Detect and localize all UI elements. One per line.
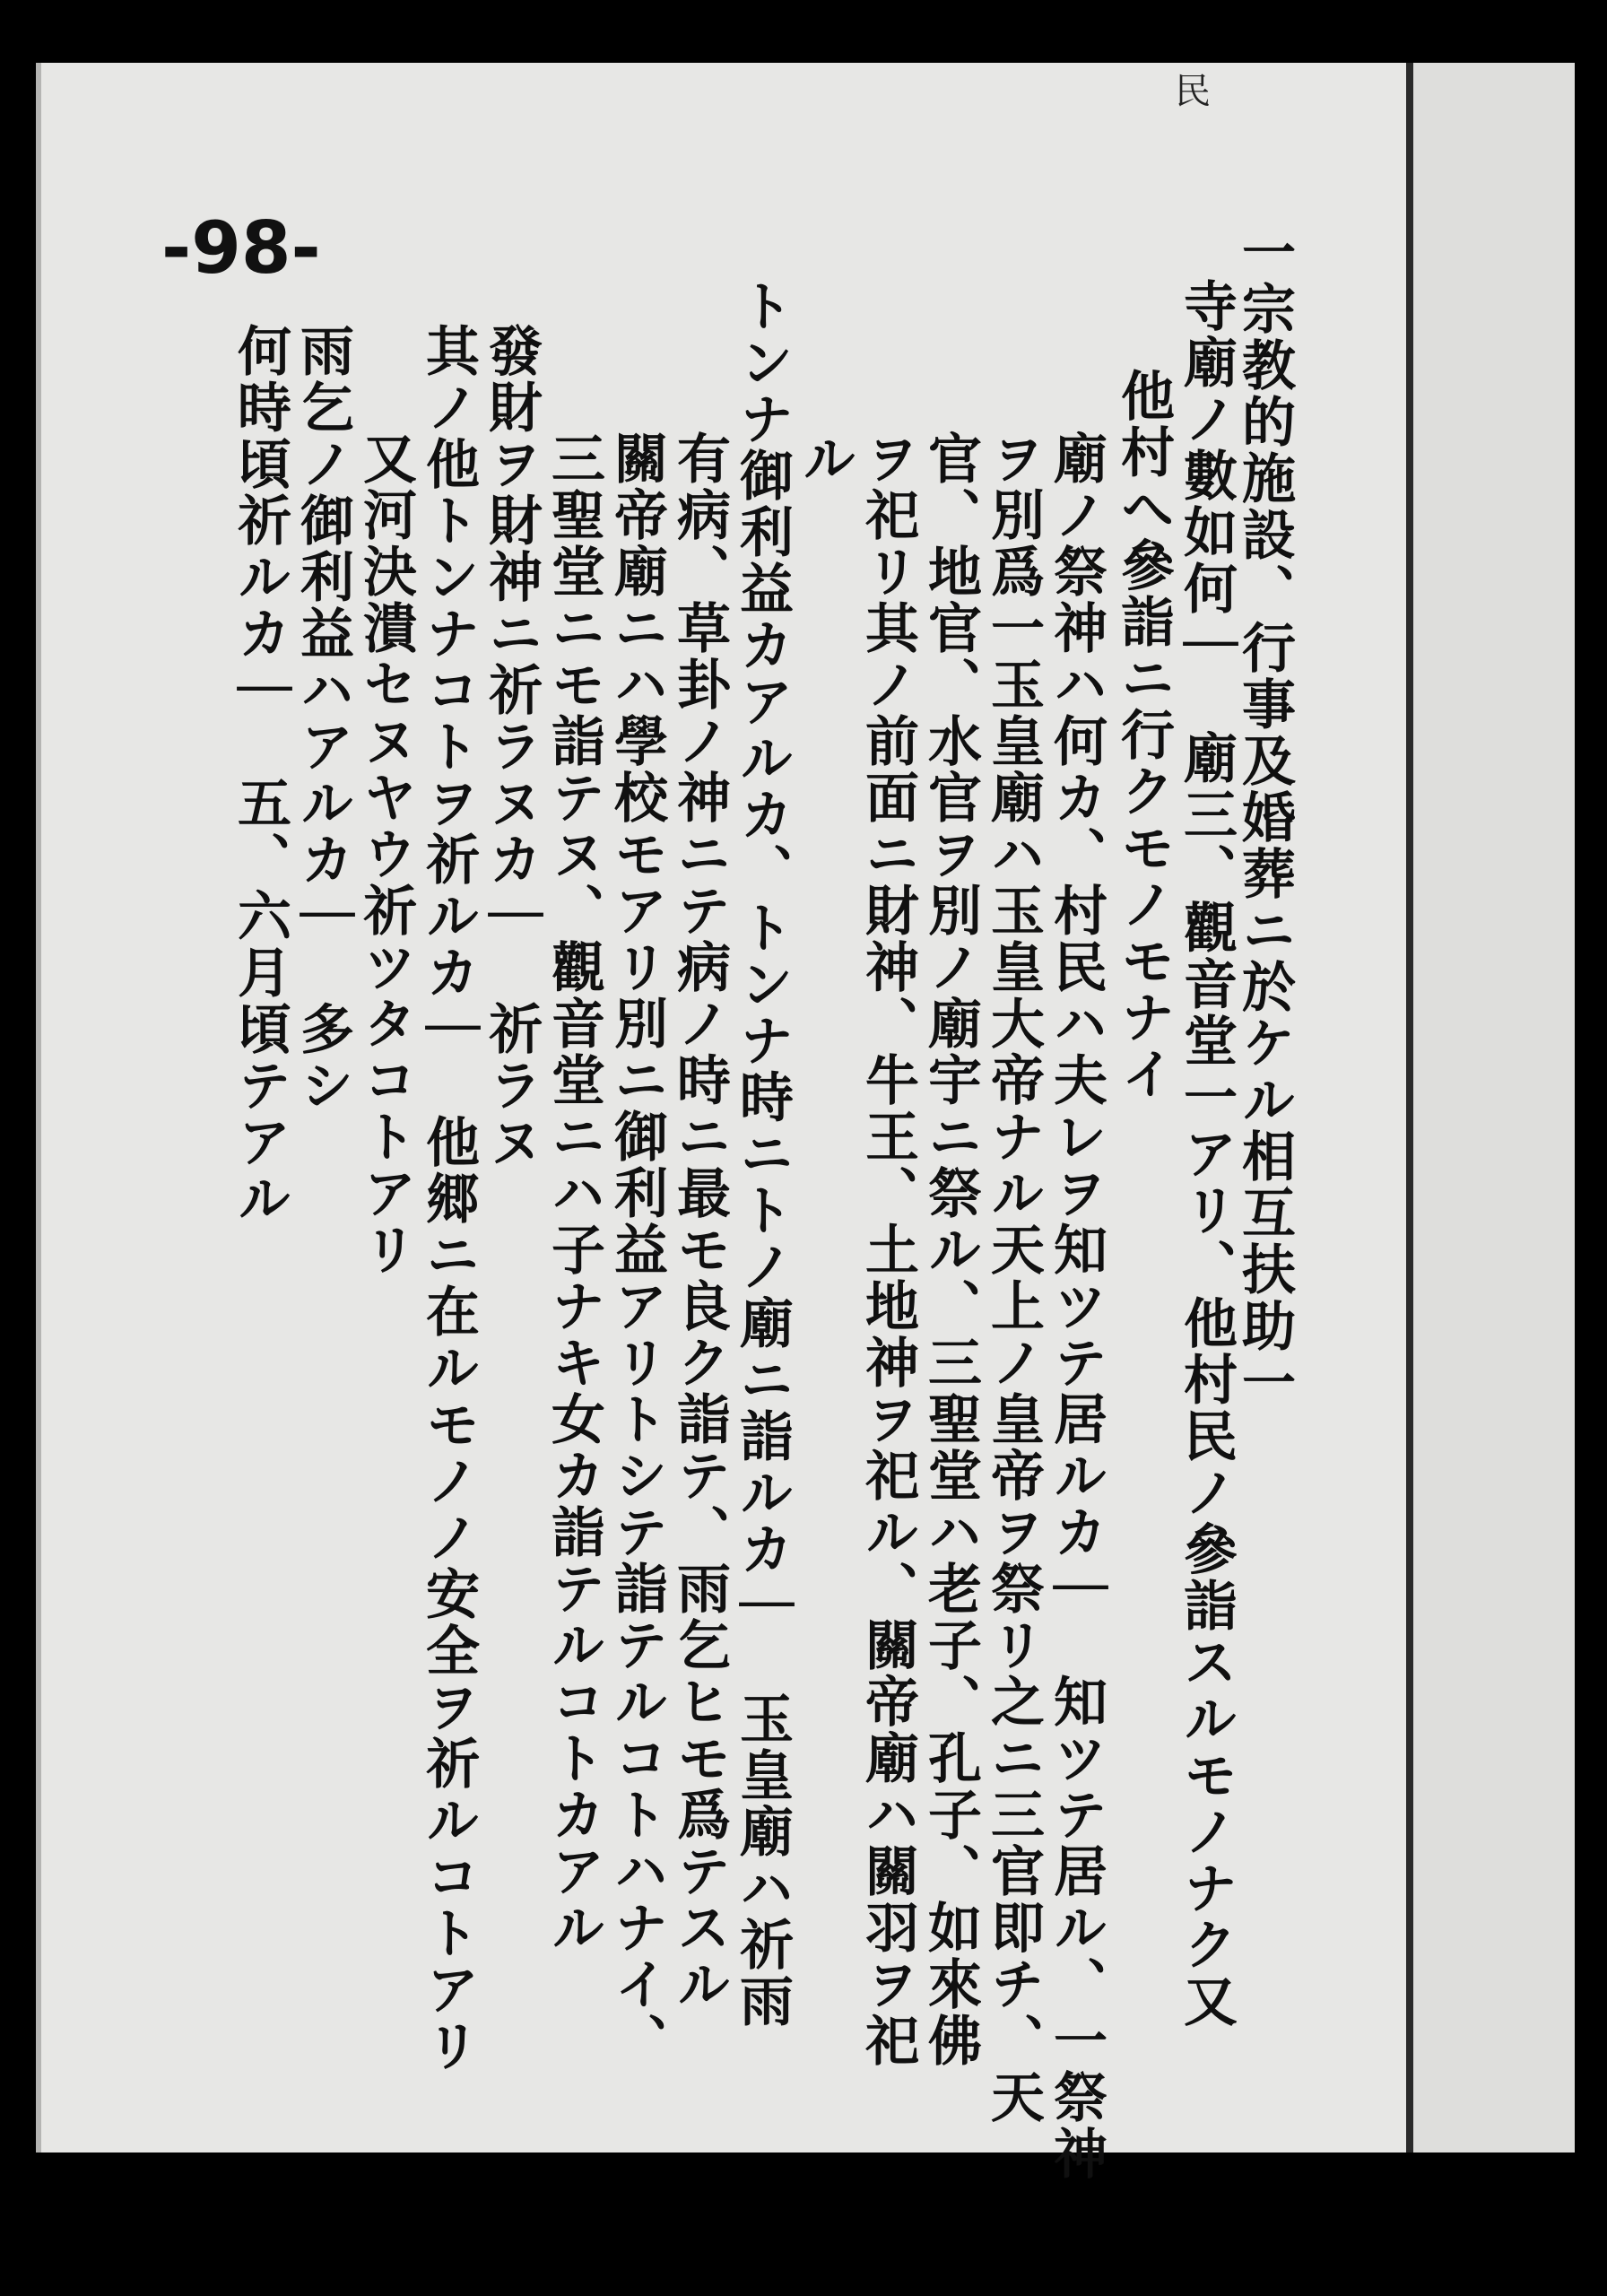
- text-line: 雨乞ノ御利益ハアルカ｜ 多シ: [291, 323, 354, 1114]
- text-line: 又河決潰セヌヤウ祈ツタコトアリ: [354, 430, 417, 1278]
- text-line: 發財ヲ財神ニ祈ラヌカ｜ 祈ラヌ: [480, 323, 543, 1170]
- text-line: ル: [794, 430, 856, 487]
- text-line: ヲ祀リ其ノ前面ニ財神、牛王、土地神ヲ祀ル、關帝廟ハ關羽ヲ祀: [856, 430, 919, 2069]
- text-line: 三聖堂ニモ詣テヌ、觀音堂ニハ子ナキ女カ詣テルコトカアル: [543, 430, 605, 1956]
- text-line: 有病、草卦ノ神ニテ病ノ時ニ最モ良ク詣テ、雨乞ヒモ爲テスル: [668, 430, 731, 2013]
- text-line: 其ノ他トンナコトヲ祈ルカ｜ 他郷ニ在ルモノノ安全ヲ祈ルコトアリ: [417, 323, 480, 2074]
- page-number: -98-: [161, 206, 321, 290]
- text-line: 一宗教的施設、行事及婚葬ニ於ケル相互扶助一: [1233, 224, 1296, 1411]
- corner-annotation: 民: [1175, 71, 1211, 112]
- text-line: 他村へ參詣ニ行クモノモナイ: [1112, 368, 1175, 1102]
- text-line: 寺廟ノ數如何｜ 廟三、觀音堂一アリ、他村民ノ參詣スルモノナク又: [1175, 278, 1238, 2030]
- text-line: ヲ別爲一玉皇廟ハ玉皇大帝ナル天上ノ皇帝ヲ祭リ之ニ三官即チ、天: [982, 430, 1045, 2126]
- text-line: 官、地官、水官ヲ別ノ廟宇ニ祭ル、三聖堂ハ老子、孔子、如來佛: [919, 430, 982, 2069]
- text-line: 何時頃祈ルカ｜ 五、六月頃テアル: [229, 323, 291, 1227]
- text-line: 廟ノ祭神ハ何カ、村民ハ夫レヲ知ツテ居ルカ｜ 知ツテ居ル、一祭神: [1045, 430, 1108, 2182]
- text-line: 關帝廟ニハ學校モアリ別ニ御利益アリトシテ詣テルコトハナイ、: [605, 430, 668, 2069]
- text-line: トンナ御利益カアルカ、トンナ時ニトノ廟ニ詣ルカ｜ 玉皇廟ハ祈雨: [731, 278, 794, 2030]
